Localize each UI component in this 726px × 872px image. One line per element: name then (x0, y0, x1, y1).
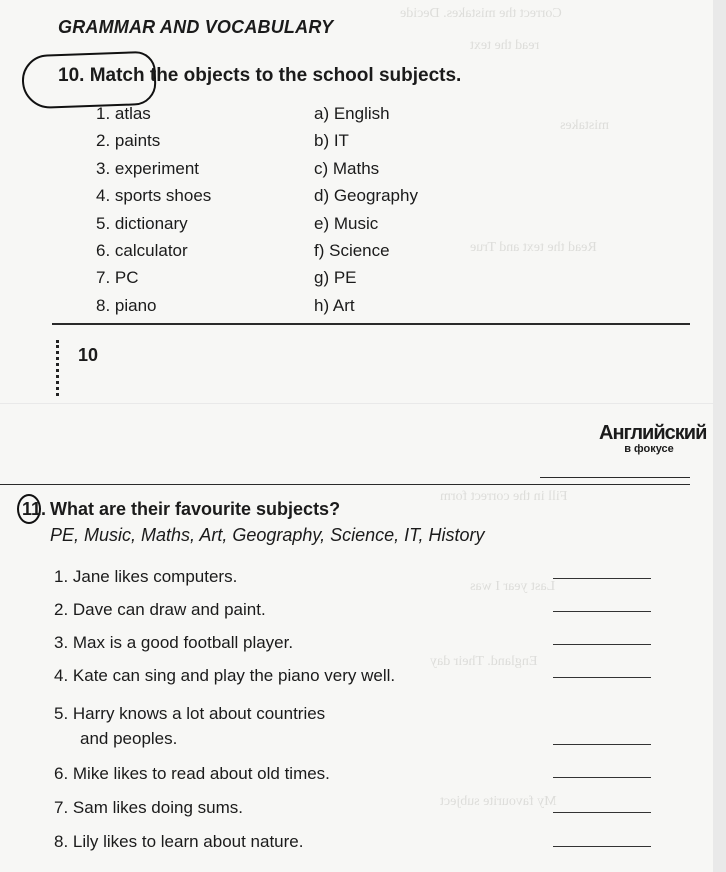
bleed-through-text: My favourite subject (440, 794, 557, 809)
bottom-page (0, 404, 713, 872)
object-item: 7. PC (96, 268, 139, 288)
object-item: 2. paints (96, 131, 161, 151)
exercise-instruction: Match the objects to the school subjects. (89, 65, 462, 86)
object-item: 8. piano (96, 295, 157, 315)
textbook-logo (599, 422, 707, 455)
divider (0, 484, 690, 485)
logo-subtitle: в фокусе (624, 443, 674, 455)
sentence: 4. Kate can sing and play the piano very well. (54, 666, 396, 685)
exercise-11-title: What are their favourite subjects? (50, 499, 341, 519)
bleed-through-text: Correct the mistakes. Decide (400, 6, 562, 21)
subject-item: c) Maths (314, 158, 380, 178)
sentence: 8. Lily likes to learn about nature. (54, 832, 304, 851)
answer-blank[interactable] (553, 812, 651, 813)
subject-item: d) Geography (314, 186, 418, 206)
object-item: 4. sports shoes (96, 186, 212, 206)
object-item: 1. atlas (96, 104, 151, 123)
sentence: 2. Dave can draw and paint. (54, 600, 266, 619)
bleed-through-text: mistakes (560, 118, 609, 133)
answer-blank[interactable] (553, 777, 651, 778)
sentence: 6. Mike likes to read about old times. (54, 764, 330, 783)
sentence-continuation: and peoples. (80, 729, 178, 748)
sentence: 3. Max is a good football player. (54, 633, 294, 652)
section-title: GRAMMAR AND VOCABULARY (58, 17, 334, 37)
divider (52, 323, 690, 325)
answer-blank[interactable] (553, 846, 651, 847)
object-item: 3. experiment (96, 158, 199, 178)
subject-item: e) Music (314, 213, 379, 233)
logo-title: Английский (599, 422, 707, 444)
object-item: 6. calculator (96, 240, 188, 260)
bleed-through-text: England. Their day (430, 654, 538, 669)
score-box (56, 340, 59, 396)
exercise-number: 10. (58, 65, 85, 86)
exercise-number: 11. (22, 499, 47, 519)
objects-list (96, 103, 211, 322)
sentence: 5. Harry knows a lot about countries (54, 704, 326, 723)
bleed-through-text: Read the text and True (470, 240, 597, 255)
answer-blank[interactable] (553, 677, 651, 678)
subject-item: h) Art (314, 295, 355, 315)
subject-item: b) IT (314, 131, 349, 151)
object-item: 5. dictionary (96, 213, 188, 233)
answer-blank[interactable] (553, 611, 651, 612)
subject-item: g) PE (314, 268, 357, 288)
sentence: 1. Jane likes computers. (54, 567, 238, 586)
sentence: 7. Sam likes doing sums. (54, 798, 243, 817)
bleed-through-text: read the text (470, 38, 540, 53)
subject-item: f) Science (314, 240, 390, 260)
bleed-through-text: Last year I was (470, 579, 556, 594)
logo-rule (540, 477, 690, 478)
subjects-line: PE, Music, Maths, Art, Geography, Science, IT, History (50, 525, 485, 545)
subjects-list (314, 103, 418, 322)
top-page (0, 0, 713, 403)
answer-blank[interactable] (553, 744, 651, 745)
score-value: 10 (78, 345, 99, 365)
exercise-10-title (58, 65, 461, 87)
answer-blank[interactable] (553, 578, 651, 579)
bleed-through-text: Fill in the correct form (440, 489, 568, 504)
answer-blank[interactable] (553, 644, 651, 645)
subject-item: a) English (314, 104, 390, 123)
